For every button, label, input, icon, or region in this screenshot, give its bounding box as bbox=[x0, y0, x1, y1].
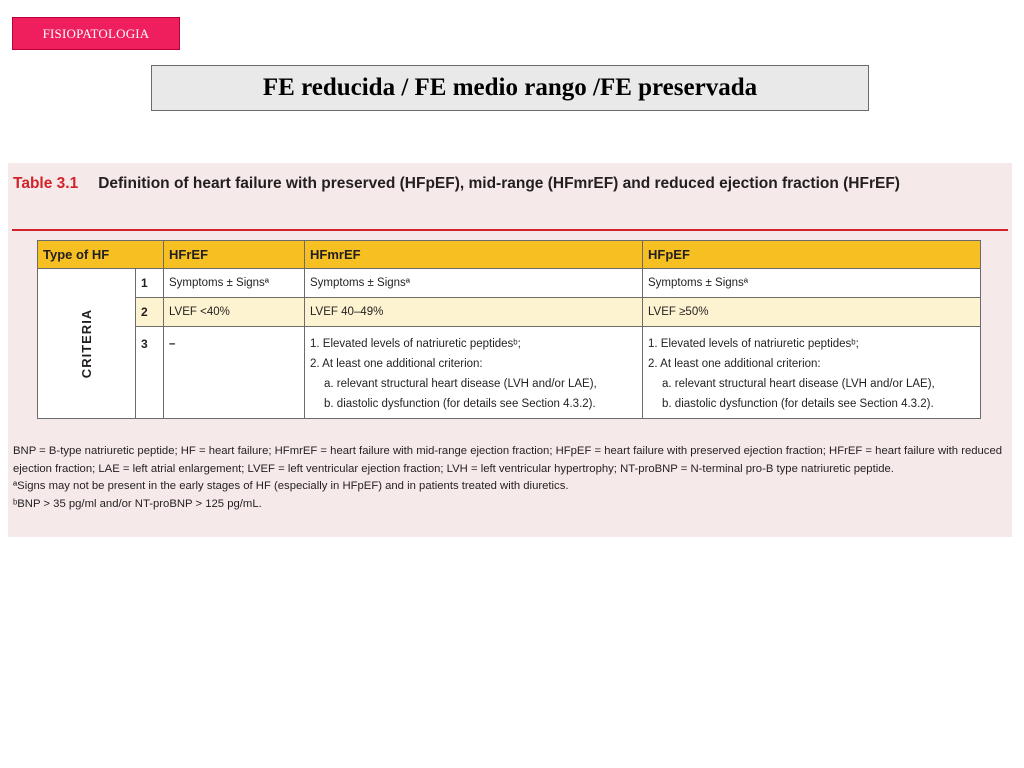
cell-hfmref: Symptoms ± Signsª bbox=[305, 269, 643, 298]
criteria-label: CRITERIA bbox=[78, 308, 94, 379]
criteria-label-cell bbox=[38, 269, 136, 419]
criterion-line: 1. Elevated levels of natriuretic peptidesᵇ; bbox=[648, 338, 859, 350]
criterion-subline: b. diastolic dysfunction (for details see Section 4.3.2). bbox=[324, 398, 596, 410]
cell-hfref: Symptoms ± Signsª bbox=[164, 269, 305, 298]
cell-hfmref bbox=[305, 327, 643, 419]
header-type-of-hf: Type of HF bbox=[38, 241, 164, 269]
cell-hfref bbox=[164, 327, 305, 419]
header-hfref: HFrEF bbox=[164, 241, 305, 269]
table-row bbox=[38, 327, 981, 419]
footnote-abbreviations: BNP = B-type natriuretic peptide; HF = heart failure; HFmrEF = heart failure with mid-range ejection fraction; HFpEF = heart failure with preserved ejection fraction; HFrEF = heart failure with reduced ejection fraction; LAE = left atrial enlargement; LVEF = left ventricular ejection fraction; LVH = left ventricular hypertrophy; NT-proBNP = N-terminal pro-B type natriuretic peptide. bbox=[13, 445, 1003, 475]
criterion-subline: a. relevant structural heart disease (LVH and/or LAE), bbox=[324, 378, 597, 390]
slide-title: FE reducida / FE medio rango /FE preservada bbox=[151, 65, 869, 111]
caption-rule bbox=[12, 229, 1008, 231]
footnote-a: ªSigns may not be present in the early stages of HF (especially in HFpEF) and in patients treated with diuretics. bbox=[13, 480, 569, 492]
criterion-line: 2. At least one additional criterion: bbox=[310, 358, 483, 370]
cell-hfpef: LVEF ≥50% bbox=[643, 298, 981, 327]
table-number: Table 3.1 bbox=[13, 175, 79, 192]
header-hfmref: HFmrEF bbox=[305, 241, 643, 269]
cell-hfpef: Symptoms ± Signsª bbox=[643, 269, 981, 298]
table-row bbox=[38, 269, 981, 298]
cell-hfpef bbox=[643, 327, 981, 419]
header-hfpef: HFpEF bbox=[643, 241, 981, 269]
cell-hfmref: LVEF 40–49% bbox=[305, 298, 643, 327]
row-number: 3 bbox=[136, 327, 164, 419]
table-footnotes bbox=[13, 443, 1009, 513]
row-number: 1 bbox=[136, 269, 164, 298]
footnote-b: ᵇBNP > 35 pg/ml and/or NT-proBNP > 125 pg/mL. bbox=[13, 497, 262, 510]
hf-definition-table bbox=[37, 240, 981, 419]
table-figure bbox=[8, 163, 1012, 537]
criterion-line: 2. At least one additional criterion: bbox=[648, 358, 821, 370]
table-caption bbox=[13, 171, 1003, 196]
table-header-row bbox=[38, 241, 981, 269]
table-caption-text: Definition of heart failure with preserved (HFpEF), mid-range (HFmrEF) and reduced ejection fraction (HFrEF) bbox=[98, 175, 900, 192]
table-row bbox=[38, 298, 981, 327]
criterion-subline: b. diastolic dysfunction (for details see Section 4.3.2). bbox=[662, 398, 934, 410]
criterion-subline: a. relevant structural heart disease (LVH and/or LAE), bbox=[662, 378, 935, 390]
section-tag: FISIOPATOLOGIA bbox=[12, 17, 180, 50]
dash-value: – bbox=[169, 338, 176, 350]
row-number: 2 bbox=[136, 298, 164, 327]
cell-hfref: LVEF <40% bbox=[164, 298, 305, 327]
criterion-line: 1. Elevated levels of natriuretic peptidesᵇ; bbox=[310, 338, 521, 350]
